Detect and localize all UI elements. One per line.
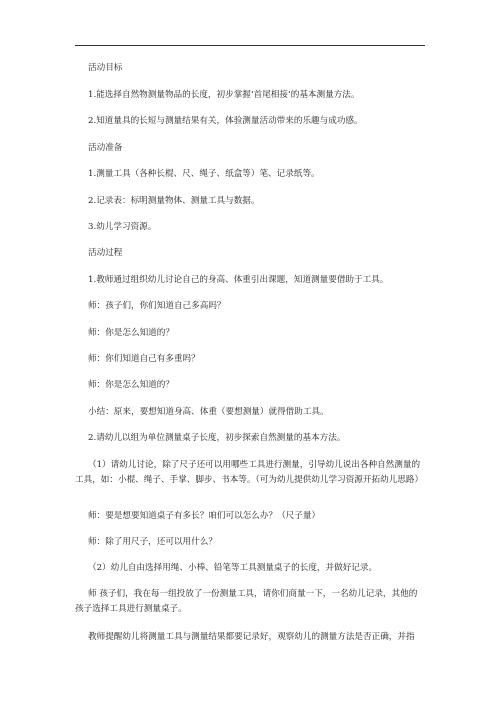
paragraph-truncated: 教师提醒幼儿将测量工具与测量结果都要记录好，观察幼儿的测量方法是否正确，并指 [88,632,415,642]
paragraph: 1.测量工具（各种长棍、尺、绳子、纸盒等）笔、记录纸等。 [88,169,320,179]
paragraph: 2.请幼儿以组为单位测量桌子长度，初步探索自然测量的基本方法。 [88,433,346,443]
heading-process: 活动过程 [88,248,123,258]
header-rule [75,45,425,46]
paragraph: （2）幼儿自由选择用绳、小棒、铅笔等工具测量桌子的长度，并做好记录。 [88,563,378,573]
paragraph: 2.记录表：标明测量物体、测量工具与数据。 [88,196,260,206]
paragraph: 师：你们知道自己有多重吗？ [88,354,200,364]
heading-goals: 活动目标 [88,63,123,73]
paragraph: 师：要是想要知道桌子有多长？咱们可以怎么办？（尺子量） [88,511,321,521]
paragraph: 师：你是怎么知道的？ [88,328,174,338]
paragraph: 2.知道量具的长短与测量结果有关，体验测量活动带来的乐趣与成功感。 [88,116,363,126]
paragraph-multiline: 师 孩子们，我在每一组投放了一份测量工具，请你们商量一下，一名幼儿记录，其他的孩子选择工具进行测量桌子。 [75,589,418,614]
paragraph: 师：孩子们，你们知道自己多高吗？ [88,301,226,311]
paragraph: 师：你是怎么知道的？ [88,380,174,390]
paragraph: 3.幼儿学习资源。 [88,222,157,232]
paragraph: 1.教师通过组织幼儿讨论自己的身高、体重引出课题，知道测量要借助于工具。 [88,275,389,285]
summary-paragraph: 小结：原来，要想知道身高、体重（要想测量）就得借助工具。 [88,407,329,417]
paragraph: 1.能选择自然物测量物品的长度，初步掌握‘首尾相接’的基本测量方法。 [88,90,360,100]
paragraph-multiline: （1）请幼儿讨论，除了尺子还可以用哪些工具进行测量，引导幼儿说出各种自然测量的工具，如：小棍、绳子、手掌、脚步、书本等。（可为幼儿提供幼儿学习资源开拓幼儿思路） [75,460,424,485]
paragraph: 师：除了用尺子，还可以用什么？ [88,537,217,547]
heading-preparation: 活动准备 [88,143,123,153]
